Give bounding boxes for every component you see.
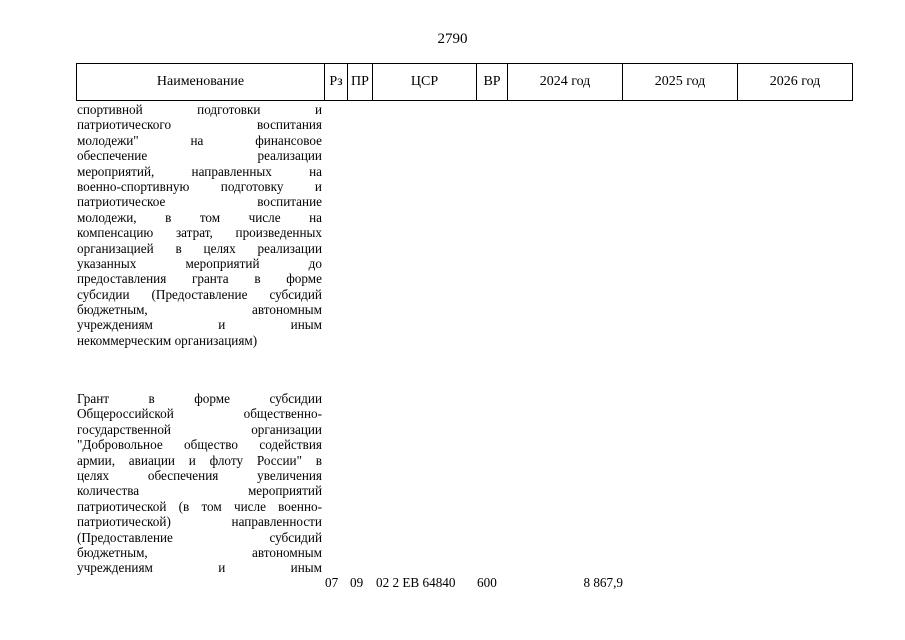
row-1-line: обеспечение реализации: [77, 148, 322, 164]
row-1-line: субсидии (Предоставление субсидий: [77, 286, 322, 302]
row-1-line: бюджетным, автономным: [77, 302, 322, 318]
row-1-line: указанных мероприятий до: [77, 255, 322, 271]
row-1-line: учреждениям и иным: [77, 317, 322, 333]
header-year-2024: 2024 год: [508, 64, 623, 101]
row-1-line: молодежи" на финансовое: [77, 132, 322, 148]
row-2-name: [77, 391, 322, 576]
row-2-line: армии, авиации и флоту России" в: [77, 452, 322, 468]
row-2-line: "Добровольное общество содействия: [77, 437, 322, 453]
row-1-line: предоставления гранта в форме: [77, 271, 322, 287]
row-2-line: Грант в форме субсидии: [77, 391, 322, 406]
row-2-rz: 07: [325, 575, 339, 590]
row-1-line: спортивной подготовки и: [77, 102, 322, 117]
row-1-line: патриотическое воспитание: [77, 194, 322, 210]
row-1-name: [77, 102, 322, 348]
header-name: Наименование: [77, 64, 325, 101]
row-2-line: патриотической (в том числе военно-: [77, 498, 322, 514]
header-row: [77, 64, 853, 101]
row-2-line: бюджетным, автономным: [77, 544, 322, 560]
row-1-line: военно-спортивную подготовку и: [77, 178, 322, 194]
row-2-line: целях обеспечения увеличения: [77, 467, 322, 483]
row-1-line: мероприятий, направленных на: [77, 163, 322, 179]
row-2-pr: 09: [350, 575, 364, 590]
row-2-line: количества мероприятий: [77, 483, 322, 499]
header-rz: Рз: [325, 64, 348, 101]
row-1-line: молодежи, в том числе на: [77, 209, 322, 225]
row-1-line: некоммерческим организациям): [77, 332, 258, 348]
header-vr: ВР: [477, 64, 508, 101]
header-year-2025: 2025 год: [623, 64, 738, 101]
header-pr: ПР: [348, 64, 373, 101]
row-2-line: учреждениям и иным: [77, 560, 322, 576]
row-1-line: компенсацию затрат, произведенных: [77, 225, 322, 241]
row-2-line: (Предоставление субсидий: [77, 529, 322, 545]
page-number: 2790: [437, 31, 468, 47]
row-2-2024: 8 867,9: [583, 575, 623, 590]
row-2-line: Общероссийской общественно-: [77, 406, 322, 422]
row-1-line: патриотического воспитания: [77, 117, 322, 133]
row-2-line: патриотической) направленности: [77, 514, 322, 530]
row-1-line: организацией в целях реализации: [77, 240, 322, 256]
row-2-line: государственной организации: [77, 421, 322, 437]
header-csr: ЦСР: [373, 64, 477, 101]
header-year-2026: 2026 год: [738, 64, 853, 101]
table-header: [76, 63, 853, 101]
row-2-csr: 02 2 ЕВ 64840: [376, 575, 456, 590]
row-2-vr: 600: [477, 575, 497, 590]
